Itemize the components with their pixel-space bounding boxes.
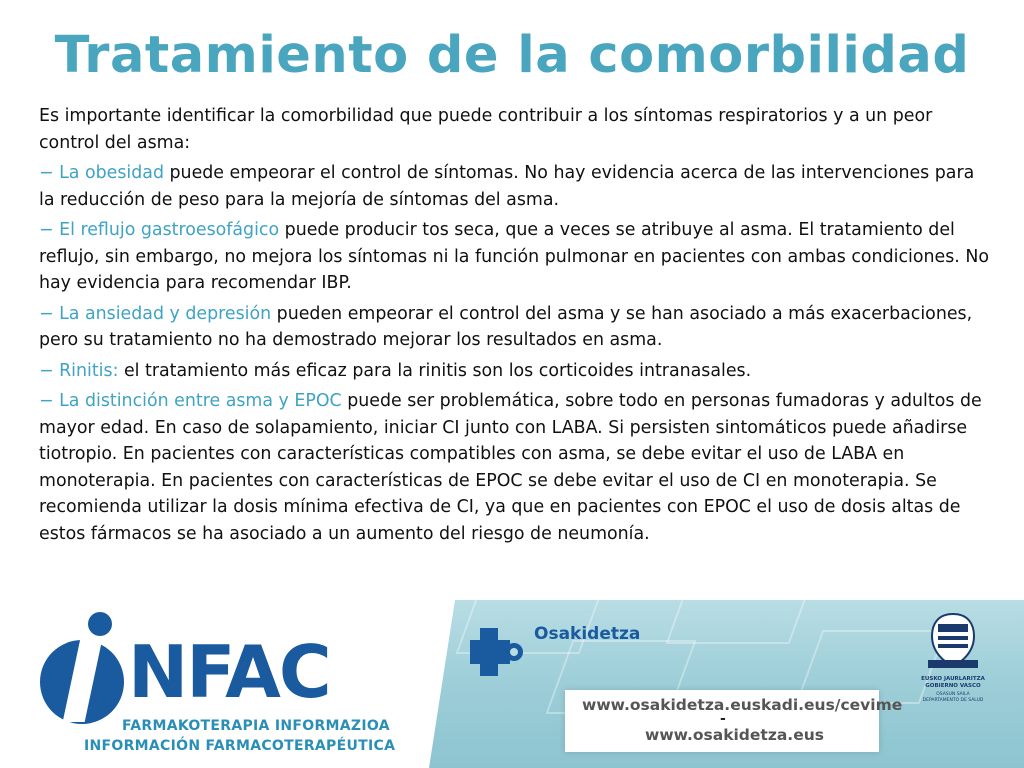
infac-logo-dot [88,612,112,636]
paragraph-rinitis: − Rinitis: el tratamiento más eficaz para la rinitis son los corticoides intranasales. [39,360,752,381]
highlight-rinitis: − Rinitis: [39,360,119,381]
highlight-ansiedad: − La ansiedad y depresión [39,303,272,324]
osakidetza-name: Osakidetza [534,624,641,644]
paragraph-epoc: − La distinción entre asma y EPOC puede ser problemática, sobre todo en personas fumadoras y adultos de mayor edad. En caso de solapamiento, iniciar CI junto con LABA. Si persisten sintomáticos puede añadirse tiotropio. En pacientes con características compatibles con asma, se debe evitar el uso de LABA en monoterapia. En pacientes con características de EPOC se debe evitar el uso de CI en monoterapia. Se recomienda utilizar la dosis mínima efectiva de CI, ya que en pacientes con EPOC el uso de dosis altas de estos fármacos se ha asociado a un aumento del riesgo de neumonía. [39,391,982,544]
slide-body [39,103,994,551]
gobierno-vasco-label: EUSKO JAURLARITZA GOBIERNO VASCO [921,676,985,689]
infac-subtitle-eu: FARMAKOTERAPIA INFORMAZIOA [122,718,390,734]
paragraph-reflujo: − El reflujo gastroesofágico puede producir tos seca, que a veces se atribuye al asma. El tratamiento del reflujo, sin embargo, no mejora los síntomas ni la función pulmonar en pacientes con ambas condiciones. No hay evidencia para recomendar IBP. [39,220,989,293]
departamento-salud-label: OSASUN SAILA DEPARTAMENTO DE SALUD [922,692,984,703]
infac-subtitle-es: INFORMACIÓN FARMACOTERAPÉUTICA [84,738,396,754]
slide-title: Tratamiento de la comorbilidad [54,26,970,85]
decorative-hexagon [666,600,817,644]
url-osakidetza-link[interactable]: www.osakidetza.eus [645,726,824,744]
infac-logo-text: NFAC [128,630,330,714]
paragraph-obesidad: − La obesidad puede empeorar el control de síntomas. No hay evidencia acerca de las intervenciones para la reducción de peso para la mejoría de síntomas del asma. [39,163,975,210]
highlight-reflujo: − El reflujo gastroesofágico [39,220,280,240]
url-cevime-link[interactable]: www.osakidetza.euskadi.eus/cevime [582,696,903,714]
gobierno-vasco-emblem-icon [918,610,988,672]
osakidetza-logo-icon [470,624,526,680]
url-separator: - [720,711,726,727]
highlight-obesidad: − La obesidad [39,163,164,183]
highlight-epoc: − La distinción entre asma y EPOC [39,391,342,411]
paragraph-ansiedad: − La ansiedad y depresión pueden empeorar el control del asma y se han asociado a más exacerbaciones, pero su tratamiento no ha demostrado mejorar los resultados en asma. [39,303,973,350]
paragraph-intro: Es importante identificar la comorbilidad que puede contribuir a los síntomas respiratorios y a un peor control del asma: [39,106,933,153]
